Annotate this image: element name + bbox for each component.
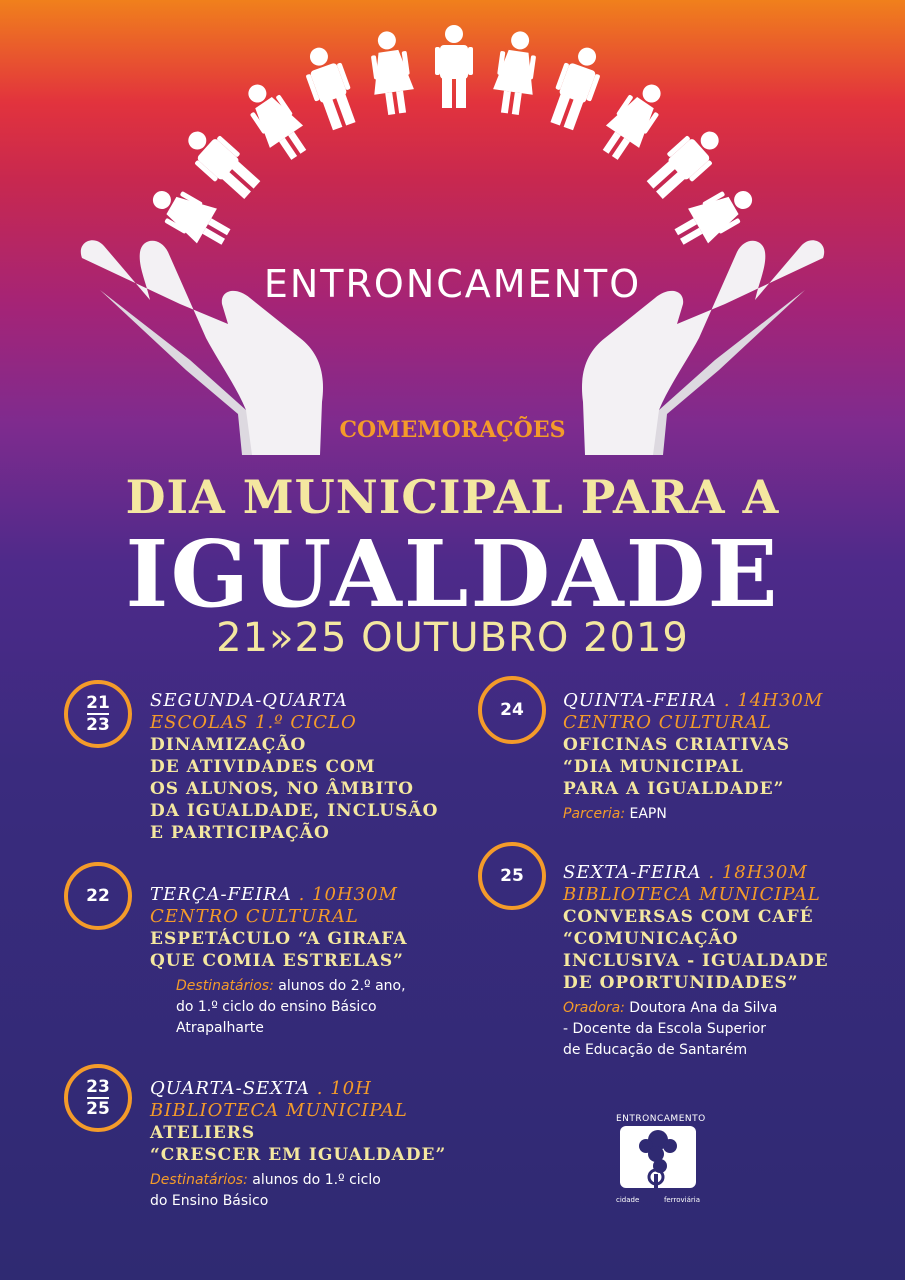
- event-time: . 10H30M: [291, 884, 398, 905]
- entroncamento-logo: [616, 1114, 706, 1212]
- date-single: 25: [500, 866, 524, 886]
- event-time: . 10H: [310, 1078, 372, 1099]
- logo-bottom-right: ferroviária: [663, 1196, 700, 1204]
- hands-illustration: [0, 0, 905, 480]
- event-description: DINAMIZAÇÃO DE ATIVIDADES COM OS ALUNOS, NO ÂMBITO DA IGUALDADE, INCLUSÃO E PARTICIPAÇÃO: [150, 735, 439, 843]
- date-start: 23: [86, 1077, 110, 1097]
- event-note-label: Parceria:: [563, 806, 626, 822]
- logo-bottom-left: cidade: [616, 1196, 640, 1204]
- event-day-name: SEXTA-FEIRA: [563, 862, 702, 883]
- event-note-text: alunos do 1.º ciclo do Ensino Básico: [150, 1172, 381, 1209]
- date-circle: [64, 862, 132, 930]
- event-day-name: QUARTA-SEXTA: [150, 1078, 311, 1099]
- date-circle: [478, 842, 546, 910]
- event-description: ESPETÁCULO “A GIRAFA QUE COMIA ESTRELAS”: [150, 929, 408, 971]
- city-name: ENTRONCAMENTO: [263, 262, 642, 306]
- event-note-label: Oradora:: [563, 1000, 625, 1016]
- title-line-1: DIA MUNICIPAL PARA A: [125, 470, 780, 524]
- event-day: [563, 862, 898, 884]
- event-note-text: Doutora Ana da Silva - Docente da Escola Superior de Educação de Santarém: [563, 1000, 778, 1058]
- date-circle: [478, 676, 546, 744]
- event-day: [150, 690, 470, 712]
- date-start: 21: [86, 693, 110, 713]
- event-note: [150, 1170, 480, 1212]
- event-dates: 21»25 OUTUBRO 2019: [216, 615, 689, 661]
- date-circle: [64, 1064, 132, 1132]
- event-day-name: SEGUNDA-QUARTA: [150, 690, 348, 711]
- event-day: [150, 884, 470, 906]
- logo-emblem-icon: [616, 1124, 700, 1196]
- event-note-text: alunos do 2.º ano, do 1.º ciclo do ensino Básico Atrapalharte: [176, 978, 406, 1036]
- event-item: [150, 884, 470, 1039]
- date-end: 25: [86, 1099, 110, 1119]
- logo-bottom-text: [616, 1196, 700, 1204]
- event-description: CONVERSAS COM CAFÉ “COMUNICAÇÃO INCLUSIVA - IGUALDADE DE OPORTUNIDADES”: [563, 907, 829, 993]
- event-item: [150, 1078, 480, 1212]
- event-day: [563, 690, 883, 712]
- event-day: [150, 1078, 480, 1100]
- event-description: ATELIERS “CRESCER EM IGUALDADE”: [150, 1123, 447, 1165]
- date-single: 22: [86, 886, 110, 906]
- date-end: 23: [86, 715, 110, 735]
- event-description: OFICINAS CRIATIVAS “DIA MUNICIPAL PARA A IGUALDADE”: [563, 735, 791, 799]
- event-note: [176, 976, 470, 1039]
- event-place: CENTRO CULTURAL: [563, 712, 772, 733]
- event-note-label: Destinatários:: [176, 978, 274, 994]
- date-single: 24: [500, 700, 524, 720]
- event-place: BIBLIOTECA MUNICIPAL: [563, 884, 821, 905]
- subtitle: COMEMORAÇÕES: [339, 417, 566, 443]
- event-note-label: Destinatários:: [150, 1172, 248, 1188]
- event-time: . 18H30M: [701, 862, 808, 883]
- event-day-name: TERÇA-FEIRA: [150, 884, 292, 905]
- event-place: CENTRO CULTURAL: [150, 906, 359, 927]
- date-circle: [64, 680, 132, 748]
- event-day-name: QUINTA-FEIRA: [563, 690, 718, 711]
- event-item: [563, 690, 883, 825]
- event-item: [150, 690, 470, 844]
- event-item: [563, 862, 898, 1061]
- event-note: [563, 804, 883, 825]
- event-place: ESCOLAS 1.º CICLO: [150, 712, 357, 733]
- event-place: BIBLIOTECA MUNICIPAL: [150, 1100, 408, 1121]
- title-line-2: IGUALDADE: [125, 520, 780, 628]
- event-note: [563, 998, 898, 1061]
- event-time: . 14H30M: [717, 690, 824, 711]
- event-note-text: EAPN: [625, 806, 667, 822]
- logo-top-text: ENTRONCAMENTO: [616, 1114, 706, 1124]
